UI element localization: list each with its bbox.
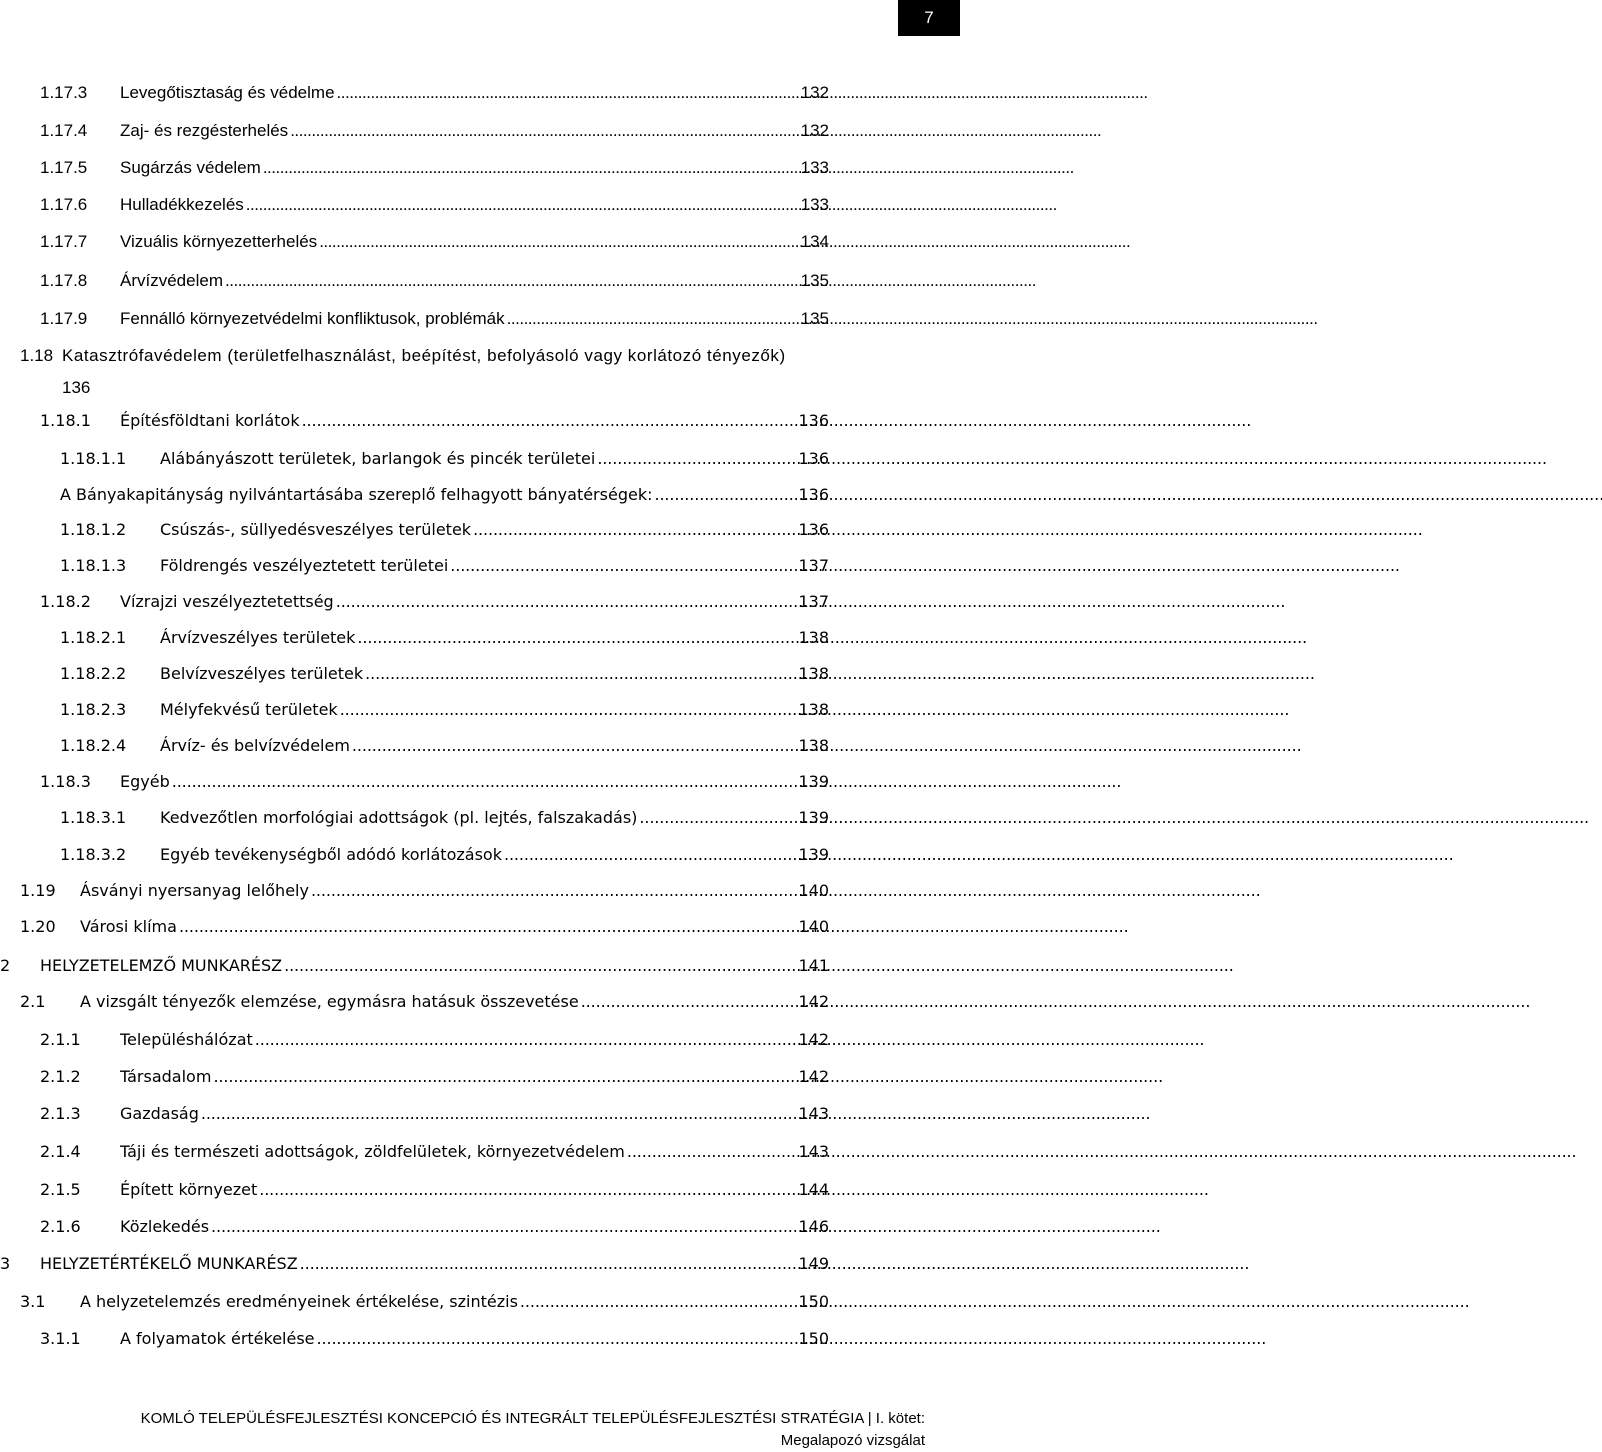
toc-entry[interactable] (40, 1029, 829, 1051)
toc-entry-page: 150 (798, 1329, 829, 1348)
toc-entry-title: A helyzetelemzés eredményeinek értékelése, szintézis (80, 1292, 518, 1311)
toc-entry[interactable] (20, 991, 829, 1013)
toc-entry-page: 142 (798, 1067, 829, 1086)
toc-entry-page: 142 (798, 992, 829, 1011)
toc-dot-leader (520, 1291, 797, 1313)
toc-dot-leader (290, 120, 798, 142)
toc-entry-number: 2.1.5 (40, 1180, 81, 1199)
toc-entry-page: 133 (800, 158, 829, 177)
toc-entry-title: Belvízveszélyes területek (160, 664, 364, 683)
toc-entry[interactable] (40, 231, 829, 253)
toc-entry-number: 1.18.1 (40, 411, 91, 430)
toc-entry-page: 136 (798, 520, 829, 539)
toc-dot-leader (211, 1216, 796, 1238)
toc-entry-number: 1.18.2 (40, 592, 91, 611)
toc-entry-title: Csúszás-, süllyedésveszélyes területek (160, 520, 472, 539)
toc-entry-number: 1.18.1.1 (60, 449, 127, 468)
toc-entry[interactable] (20, 916, 829, 938)
toc-entry-page: 149 (798, 1254, 829, 1273)
toc-entry-title: Fennálló környezetvédelmi konfliktusok, problémák (120, 309, 505, 328)
toc-dot-leader (225, 270, 799, 292)
toc-entry-page: 136 (798, 485, 829, 504)
toc-entry-title: Egyéb (120, 772, 170, 791)
toc-entry-title: Mélyfekvésű területek (160, 700, 338, 719)
toc-entry-page: 140 (798, 881, 829, 900)
toc-entry-page: 143 (798, 1104, 829, 1123)
toc-entry-number: 1.18.2.3 (60, 700, 127, 719)
toc-entry[interactable] (40, 120, 829, 142)
toc-dot-leader (337, 82, 799, 104)
toc-entry-page: 138 (798, 700, 829, 719)
toc-entry-title: HELYZETELEMZŐ MUNKARÉSZ (40, 956, 283, 975)
toc-entry-page: 150 (798, 1292, 829, 1311)
toc-entry-number: 2.1.1 (40, 1030, 81, 1049)
toc-entry[interactable] (40, 1216, 829, 1238)
page-footer (141, 1408, 925, 1452)
toc-dot-leader (246, 194, 799, 216)
toc-entry-title: A vizsgált tényezők elemzése, egymásra hatásuk összevetése (80, 992, 579, 1011)
toc-entry-page: 141 (798, 956, 829, 975)
toc-entry-number: 1.20 (20, 917, 56, 936)
toc-entry-number: 1.18.1.3 (60, 556, 127, 575)
toc-dot-leader (473, 519, 796, 541)
toc-entry-title: Alábányászott területek, barlangok és pincék területei (160, 449, 596, 468)
toc-entry-page: 139 (798, 772, 829, 791)
toc-entry[interactable] (40, 194, 829, 216)
toc-dot-leader (627, 1141, 797, 1163)
toc-entry-title: Ásványi nyersanyag lelőhely (80, 881, 309, 900)
toc-entry[interactable] (40, 1141, 829, 1163)
toc-entry[interactable] (40, 82, 829, 104)
toc-entry[interactable] (60, 735, 829, 757)
toc-entry-page: 132 (800, 121, 829, 140)
footer-subtitle: Megalapozó vizsgálat (780, 1432, 925, 1449)
toc-entry-page: 132 (800, 83, 829, 102)
footer-title: KOMLÓ TELEPÜLÉSFEJLESZTÉSI KONCEPCIÓ ÉS INTEGRÁLT TELEPÜLÉSFEJLESZTÉSI STRATÉGIA | I. kötet: (140, 1410, 925, 1427)
toc-dot-leader (340, 699, 797, 721)
toc-entry-page: 138 (798, 664, 829, 683)
toc-entry-page: 139 (798, 845, 829, 864)
toc-entry[interactable] (40, 1066, 829, 1088)
toc-entry-title: Földrengés veszélyeztetett területei (160, 556, 449, 575)
toc-dot-leader (317, 1328, 797, 1350)
toc-entry-number: 3 (0, 1254, 11, 1273)
toc-dot-leader (213, 1066, 796, 1088)
toc-entry[interactable] (60, 699, 829, 721)
toc-entry-number: 1.17.8 (40, 271, 88, 290)
toc-entry[interactable] (40, 1179, 829, 1201)
toc-entry-number: 2.1.2 (40, 1067, 81, 1086)
toc-entry[interactable] (40, 157, 829, 179)
toc-entry-number: 2.1.3 (40, 1104, 81, 1123)
toc-entry-number: 1.17.4 (40, 121, 88, 140)
toc-entry-number: 2.1.6 (40, 1217, 81, 1236)
toc-entry-title: Árvízveszélyes területek (160, 628, 356, 647)
toc-entry[interactable] (20, 340, 829, 404)
toc-entry-title: Vízrajzi veszélyeztetettség (120, 592, 334, 611)
toc-entry[interactable] (60, 519, 829, 541)
toc-entry[interactable] (60, 663, 829, 685)
toc-entry-title: Sugárzás védelem (120, 158, 261, 177)
toc-dot-leader (352, 735, 797, 757)
toc-entry-number: 1.18.3 (40, 772, 91, 791)
toc-entry-page: 142 (798, 1030, 829, 1049)
toc-entry[interactable] (60, 484, 829, 506)
toc-entry[interactable] (20, 880, 829, 902)
toc-entry[interactable] (40, 1328, 829, 1350)
toc-dot-leader (302, 410, 797, 432)
toc-dot-leader (263, 157, 799, 179)
toc-entry-number: 1.19 (20, 881, 56, 900)
toc-dot-leader (654, 484, 796, 506)
toc-entry[interactable] (60, 844, 829, 866)
toc-dot-leader (311, 880, 797, 902)
toc-entry-title: Kedvezőtlen morfológiai adottságok (pl. lejtés, falszakadás) (160, 808, 638, 827)
toc-dot-leader (639, 807, 796, 829)
toc-entry-page: 139 (798, 808, 829, 827)
toc-entry-title: Épített környezet (120, 1180, 258, 1199)
toc-entry-title: HELYZETÉRTÉKELŐ MUNKARÉSZ (40, 1254, 298, 1273)
toc-dot-leader (581, 991, 797, 1013)
toc-entry-title: Táji és természeti adottságok, zöldfelületek, környezetvédelem (120, 1142, 625, 1161)
toc-entry-title: Társadalom (120, 1067, 212, 1086)
toc-dot-leader (300, 1253, 797, 1275)
toc-entry-title: A folyamatok értékelése (120, 1329, 315, 1348)
toc-entry-title: Levegőtisztaság és védelme (120, 83, 335, 102)
toc-entry-number: 1.18 (20, 346, 54, 365)
toc-dot-leader (336, 591, 797, 613)
toc-entry-title: Katasztrófavédelem (területfelhasználást, beépítést, befolyásoló vagy korlátozó tényezők) (62, 346, 786, 365)
toc-entry[interactable] (40, 270, 829, 292)
toc-entry[interactable] (20, 1291, 829, 1313)
toc-dot-leader (597, 448, 796, 470)
toc-entry-title: Árvízvédelem (120, 271, 223, 290)
toc-entry-number: 1.18.2.2 (60, 664, 127, 683)
toc-entry[interactable] (40, 308, 829, 330)
toc-entry[interactable] (60, 448, 829, 470)
toc-entry-number: 1.18.2.1 (60, 628, 127, 647)
toc-entry-page: 134 (800, 232, 829, 251)
toc-entry[interactable] (40, 591, 829, 613)
toc-entry[interactable] (40, 771, 829, 793)
toc-entry-title: Gazdaság (120, 1104, 199, 1123)
toc-dot-leader (507, 308, 799, 330)
toc-entry-title: Zaj- és rezgésterhelés (120, 121, 289, 140)
toc-entry-page: 136 (798, 449, 829, 468)
toc-entry-title: Városi klíma (80, 917, 177, 936)
toc-entry-number: 2.1.4 (40, 1142, 81, 1161)
toc-entry-number: 1.18.2.4 (60, 736, 127, 755)
toc-dot-leader (172, 771, 797, 793)
toc-entry-page: 144 (798, 1180, 829, 1199)
toc-entry-number: 1.17.5 (40, 158, 88, 177)
toc-entry-number: 2 (0, 956, 11, 975)
toc-entry-page: 135 (800, 271, 829, 290)
page-number-badge: 7 (898, 0, 960, 36)
toc-dot-leader (357, 627, 796, 649)
toc-entry[interactable] (40, 1103, 829, 1125)
toc-dot-leader (201, 1103, 797, 1125)
toc-dot-leader (255, 1029, 797, 1051)
toc-entry-number: 1.17.6 (40, 195, 88, 214)
toc-entry-number: 1.17.9 (40, 309, 88, 328)
toc-entry-number: 1.18.1.2 (60, 520, 127, 539)
toc-entry[interactable] (0, 1253, 829, 1275)
toc-dot-leader (365, 663, 796, 685)
toc-entry-page: 146 (798, 1217, 829, 1236)
toc-entry-number: 3.1.1 (40, 1329, 81, 1348)
toc-entry-title: Árvíz- és belvízvédelem (160, 736, 350, 755)
toc-entry-title: Vizuális környezetterhelés (120, 232, 318, 251)
toc-entry-page: 138 (798, 628, 829, 647)
toc-entry-number: 3.1 (20, 1292, 46, 1311)
toc-entry[interactable] (40, 410, 829, 432)
toc-entry-number: 1.18.3.1 (60, 808, 127, 827)
toc-entry[interactable] (60, 555, 829, 577)
toc-entry-page: 138 (798, 736, 829, 755)
toc-dot-leader (504, 844, 796, 866)
toc-dot-leader (179, 916, 797, 938)
toc-entry-title: Hulladékkezelés (120, 195, 244, 214)
toc-entry-page: 135 (800, 309, 829, 328)
toc-entry[interactable] (0, 955, 829, 977)
toc-entry-page: 137 (798, 592, 829, 611)
toc-entry[interactable] (60, 627, 829, 649)
toc-dot-leader (259, 1179, 796, 1201)
toc-entry-number: 2.1 (20, 992, 46, 1011)
toc-entry-number: 1.17.7 (40, 232, 88, 251)
toc-entry-number: 1.17.3 (40, 83, 88, 102)
toc-entry-title: A Bányakapitányság nyilvántartásába szereplő felhagyott bányatérségek: (60, 485, 653, 504)
toc-dot-leader (319, 231, 798, 253)
toc-entry-page: 133 (800, 195, 829, 214)
toc-entry-page: 137 (798, 556, 829, 575)
toc-entry-page: 136 (62, 378, 91, 397)
toc-entry[interactable] (60, 807, 829, 829)
toc-dot-leader (450, 555, 796, 577)
toc-entry-title: Építésföldtani korlátok (120, 411, 300, 430)
toc-entry-title: Településhálózat (120, 1030, 253, 1049)
toc-entry-title: Közlekedés (120, 1217, 210, 1236)
toc-entry-title: Egyéb tevékenységből adódó korlátozások (160, 845, 502, 864)
toc-entry-page: 143 (798, 1142, 829, 1161)
toc-entry-page: 136 (798, 411, 829, 430)
toc-entry-page: 140 (798, 917, 829, 936)
toc-dot-leader (284, 955, 796, 977)
toc-entry-number: 1.18.3.2 (60, 845, 127, 864)
